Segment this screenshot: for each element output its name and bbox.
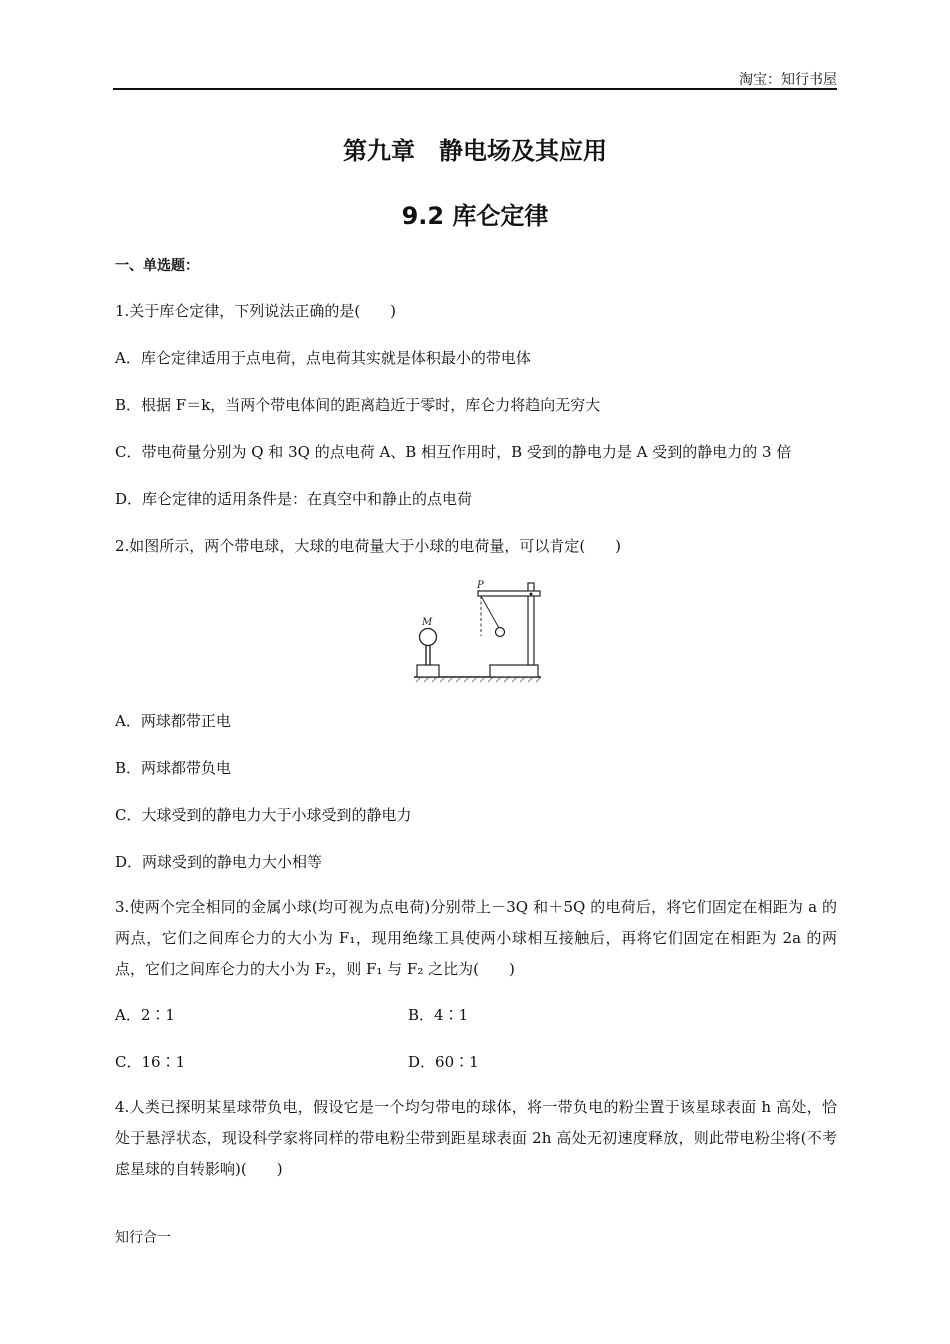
question-3-option-c: C．16∶1 <box>115 1053 186 1071</box>
question-1-option-d: D．库仑定律的适用条件是：在真空中和静止的点电荷 <box>115 490 473 508</box>
question-1-option-c: C．带电荷量分别为 Q 和 3Q 的点电荷 A、B 相互作用时，B 受到的静电力是 A 受到的静电力的 3 倍 <box>115 443 792 461</box>
question-3-option-d: D．60∶1 <box>408 1053 479 1071</box>
question-3-option-b: B．4∶1 <box>408 1006 469 1024</box>
question-2-figure <box>410 576 545 688</box>
question-1-stem: 1.关于库仑定律，下列说法正确的是( ) <box>115 302 397 320</box>
question-2-option-b: B．两球都带负电 <box>115 759 232 777</box>
large-sphere <box>420 629 437 646</box>
question-2-option-a: A．两球都带正电 <box>115 712 231 730</box>
question-1-option-a: A．库仑定律适用于点电荷，点电荷其实就是体积最小的带电体 <box>115 349 531 367</box>
footer-text: 知行合一 <box>115 1230 171 1246</box>
pivot-label: P <box>477 580 484 591</box>
question-1-option-b: B．根据 F＝k，当两个带电体间的距离趋近于零时，库仑力将趋向无穷大 <box>115 396 601 414</box>
section-title: 9.2 库仑定律 <box>401 202 549 230</box>
question-4-stem: 4.人类已探明某星球带负电，假设它是一个均匀带电的球体，将一带负电的粉尘置于该星球表面 h 高处，恰处于悬浮状态，现设科学家将同样的带电粉尘带到距星球表面 2h 高处无初速度释放，则此带电粉尘将(不考虑星球的自转影响)( ) <box>115 1098 837 1178</box>
question-3-stem: 3.使两个完全相同的金属小球(均可视为点电荷)分别带上－3Q 和＋5Q 的电荷后，将它们固定在相距为 a 的两点，它们之间库仑力的大小为 F₁，现用绝缘工具使两小球相互接触后，再将它们固定在相距为 2a 的两点，它们之间库仑力的大小为 F₂，则 F₁ 与 F₂ 之比为( ) <box>115 898 837 978</box>
part-heading: 一、单选题： <box>115 258 199 274</box>
question-2-stem: 2.如图所示，两个带电球，大球的电荷量大于小球的电荷量，可以肯定( ) <box>115 537 622 555</box>
sphere-label: M <box>422 617 433 628</box>
question-2-option-c: C．大球受到的静电力大于小球受到的静电力 <box>115 806 412 824</box>
electroscope-diagram <box>410 576 545 684</box>
chapter-title: 第九章 静电场及其应用 <box>343 137 607 165</box>
question-3-option-a: A．2∶1 <box>115 1006 175 1024</box>
header-rule <box>113 88 837 90</box>
small-sphere <box>496 628 505 637</box>
question-2-option-d: D．两球受到的静电力大小相等 <box>115 853 323 871</box>
header-text: 淘宝：知行书屋 <box>739 72 837 88</box>
